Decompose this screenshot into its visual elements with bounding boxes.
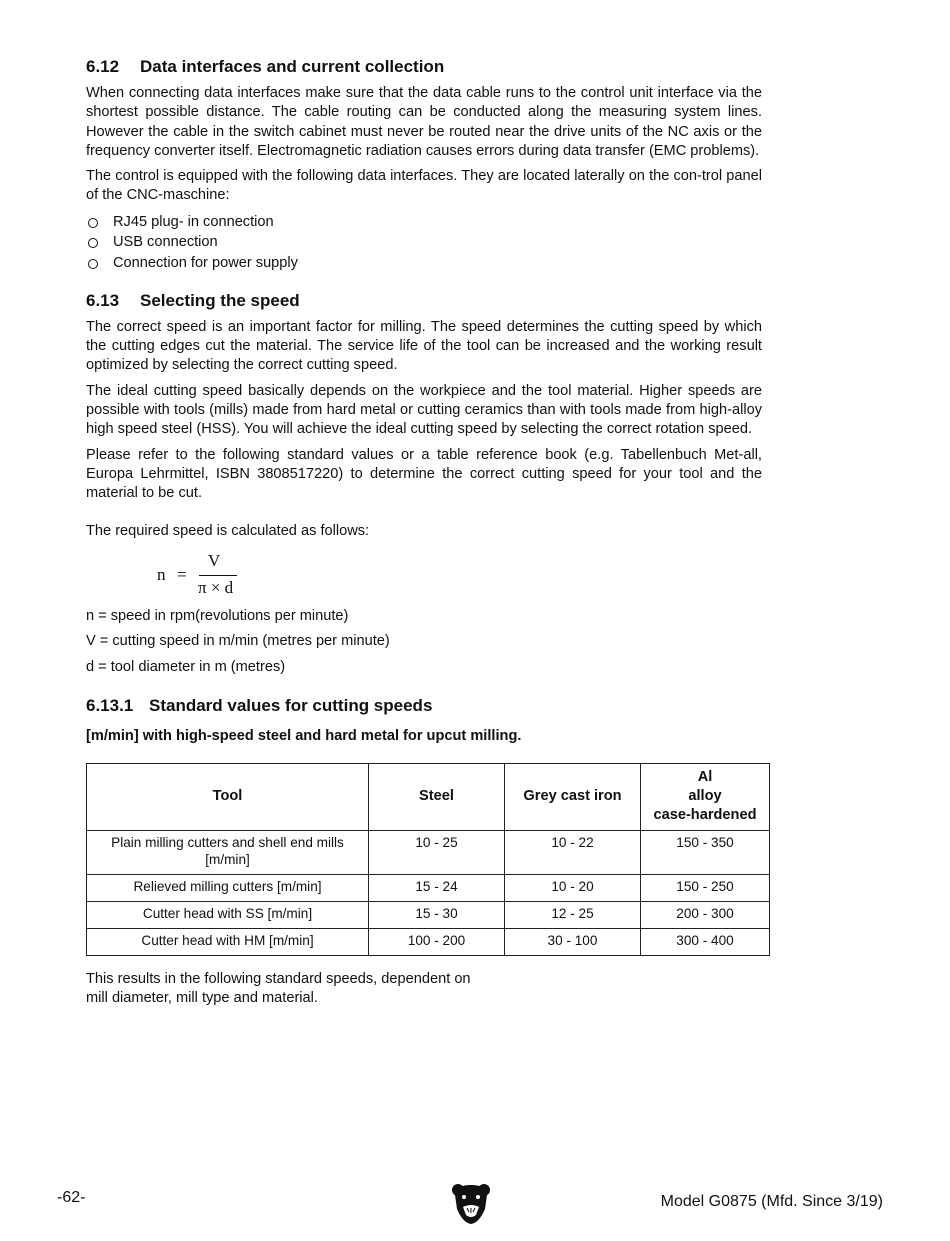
table-cell: Relieved milling cutters [m/min] bbox=[87, 874, 369, 901]
paragraph: The correct speed is an important factor for milling. The speed determines the cutting speed by which the cutting edges cut the material. The service life of the tool can be increased and the working result optimized by selecting the correct cutting speed. bbox=[86, 318, 762, 374]
table-cell: 12 - 25 bbox=[505, 901, 641, 928]
table-outro: This results in the following standard speeds, dependent on mill diameter, mill type and material. bbox=[86, 970, 471, 1006]
table-cell: 30 - 100 bbox=[505, 928, 641, 955]
table-cell: 15 - 24 bbox=[369, 874, 505, 901]
table-cell: Cutter head with SS [m/min] bbox=[87, 901, 369, 928]
section-title: Data interfaces and current collection bbox=[140, 57, 445, 76]
fraction-bar bbox=[199, 575, 237, 576]
table-row bbox=[87, 901, 770, 928]
table-cell: 150 - 250 bbox=[641, 874, 770, 901]
formula-numerator: V bbox=[208, 550, 221, 570]
list-item: USB connection bbox=[86, 232, 762, 253]
definition: V = cutting speed in m/min (metres per minute) bbox=[86, 633, 390, 650]
definition: n = speed in rpm(revolutions per minute) bbox=[86, 607, 349, 624]
section-number: 6.13.1 bbox=[86, 696, 134, 716]
section-heading-6-13 bbox=[86, 290, 762, 312]
table-row bbox=[87, 874, 770, 901]
table-cell: 300 - 400 bbox=[641, 928, 770, 955]
section-heading-6-13-1 bbox=[86, 695, 762, 717]
circle-bullet-icon bbox=[88, 259, 98, 269]
circle-bullet-icon bbox=[88, 238, 98, 248]
table-cell: Cutter head with HM [m/min] bbox=[87, 928, 369, 955]
table-cell: 150 - 350 bbox=[641, 830, 770, 874]
column-header: Tool bbox=[87, 763, 369, 830]
formula-definitions bbox=[86, 607, 762, 678]
column-header: Steel bbox=[369, 763, 505, 830]
section-title: Standard values for cutting speeds bbox=[149, 696, 433, 716]
paragraph: The ideal cutting speed basically depends on the workpiece and the tool material. Higher speeds are possible with tools (mills) made from hard metal or cutting ceramics than with tools made from high-alloy high speed steel (HSS). You will achieve the ideal cutting speed by selecting the correct rotation speed. bbox=[86, 382, 762, 438]
list-item: RJ45 plug- in connection bbox=[86, 212, 762, 233]
table-cell: 200 - 300 bbox=[641, 901, 770, 928]
formula-denominator: π × d bbox=[198, 577, 234, 597]
circle-bullet-icon bbox=[88, 218, 98, 228]
document-page bbox=[86, 56, 762, 1014]
paragraph: When connecting data interfaces make sure that the data cable runs to the control unit interface via the shortest possible distance. The cable routing can be conducted along the measuring system lines. However the cable in the switch cabinet must never be routed near the drive units of the NC axis or the frequency converter itself. Electromagnetic radiation causes errors during data transfer (EMC problems). bbox=[86, 85, 762, 159]
table-cell: 10 - 25 bbox=[369, 830, 505, 874]
definition: d = tool diameter in m (metres) bbox=[86, 658, 286, 675]
speed-formula bbox=[86, 551, 762, 603]
table-row bbox=[87, 830, 770, 874]
section-heading-6-12 bbox=[86, 56, 762, 78]
table-row bbox=[87, 928, 770, 955]
table-cell: 100 - 200 bbox=[369, 928, 505, 955]
section-title: Selecting the speed bbox=[140, 290, 300, 310]
model-footer: Model G0875 (Mfd. Since 3/19) bbox=[660, 1193, 883, 1210]
table-cell: 15 - 30 bbox=[369, 901, 505, 928]
formula-lhs: n bbox=[157, 564, 166, 584]
section-number: 6.13 bbox=[86, 290, 120, 310]
interface-list bbox=[86, 212, 762, 274]
column-header: Al alloy case-hardened bbox=[641, 763, 770, 830]
cutting-speed-table bbox=[86, 763, 770, 956]
table-header-row bbox=[87, 763, 770, 830]
paragraph: Please refer to the following standard values or a table reference book (e.g. Tabellenbuch Met-all, Europa Lehrmittel, ISBN 3808517220) to determine the correct cutting speed for your tool and the material to be cut. bbox=[86, 446, 762, 502]
section-number: 6.12 bbox=[86, 57, 120, 76]
bear-logo-icon bbox=[449, 1181, 493, 1225]
paragraph: The required speed is calculated as follows: bbox=[86, 522, 370, 539]
list-item: Connection for power supply bbox=[86, 253, 762, 274]
table-intro: [m/min] with high-speed steel and hard metal for upcut milling. bbox=[86, 728, 522, 745]
formula-equals: = bbox=[177, 564, 187, 584]
page-number: -62- bbox=[57, 1189, 86, 1206]
table-cell: 10 - 20 bbox=[505, 874, 641, 901]
table-cell: Plain milling cutters and shell end mills [m/min] bbox=[87, 830, 369, 874]
table-cell: 10 - 22 bbox=[505, 830, 641, 874]
paragraph: The control is equipped with the following data interfaces. They are located laterally on the con-trol panel of the CNC-maschine: bbox=[86, 168, 762, 204]
column-header: Grey cast iron bbox=[505, 763, 641, 830]
